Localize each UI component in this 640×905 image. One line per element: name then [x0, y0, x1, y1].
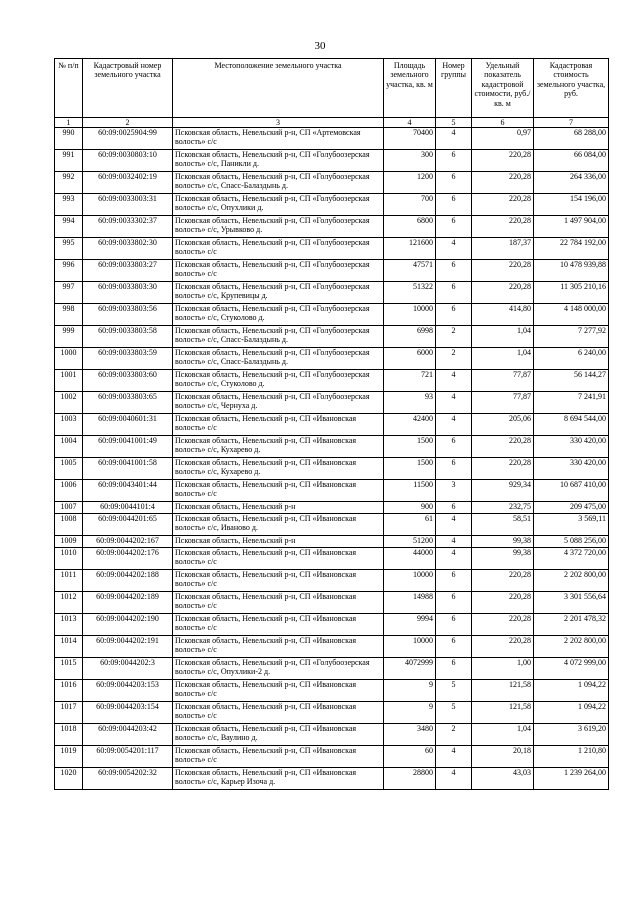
location: Псковская область, Невельский р-н, СП «Ивановская волость» с/с [173, 414, 384, 436]
table-row [55, 514, 609, 536]
location: Псковская область, Невельский р-н, СП «Ивановская волость» с/с [173, 570, 384, 592]
unit-value: 232,75 [472, 502, 534, 514]
column-number: 3 [173, 118, 384, 128]
table-row [55, 768, 609, 790]
row-number: 1017 [55, 702, 83, 724]
page-number: 30 [314, 40, 326, 52]
cadastral-cost: 10 478 939,88 [534, 260, 609, 282]
area: 93 [384, 392, 436, 414]
cadastral-number: 60:09:0030803:10 [83, 150, 173, 172]
cadastral-cost: 6 240,00 [534, 348, 609, 370]
cadastral-number: 60:09:0033803:30 [83, 282, 173, 304]
location: Псковская область, Невельский р-н, СП «Голубоозерская волость» с/с, Чернуха д. [173, 392, 384, 414]
area: 9994 [384, 614, 436, 636]
cadastral-cost: 2 202 800,00 [534, 636, 609, 658]
column-number: 5 [436, 118, 472, 128]
table-row [55, 348, 609, 370]
column-number: 1 [55, 118, 83, 128]
cadastral-cost: 4 072 999,00 [534, 658, 609, 680]
group-number: 6 [436, 282, 472, 304]
location: Псковская область, Невельский р-н, СП «Ивановская волость» с/с [173, 746, 384, 768]
row-number: 1008 [55, 514, 83, 536]
unit-value: 1,04 [472, 326, 534, 348]
table-row [55, 238, 609, 260]
location: Псковская область, Невельский р-н, СП «Голубоозерская волость» с/с, Стуколово д. [173, 370, 384, 392]
cadastral-number: 60:09:0032402:19 [83, 172, 173, 194]
unit-value: 187,37 [472, 238, 534, 260]
unit-value: 205,06 [472, 414, 534, 436]
location: Псковская область, Невельский р-н, СП «Ивановская волость» с/с, Кухарево д. [173, 458, 384, 480]
table-row [55, 216, 609, 238]
group-number: 6 [436, 172, 472, 194]
table-row [55, 536, 609, 548]
table-row [55, 592, 609, 614]
row-number: 1016 [55, 680, 83, 702]
table-body [55, 128, 609, 790]
cadastral-cost: 3 569,11 [534, 514, 609, 536]
area: 11500 [384, 480, 436, 502]
table-row [55, 502, 609, 514]
row-number: 991 [55, 150, 83, 172]
cadastral-cost: 3 301 556,64 [534, 592, 609, 614]
header-area: Площадь земельного участка, кв. м [384, 59, 436, 118]
area: 60 [384, 746, 436, 768]
area: 1200 [384, 172, 436, 194]
group-number: 6 [436, 570, 472, 592]
area: 3480 [384, 724, 436, 746]
area: 9 [384, 680, 436, 702]
area: 9 [384, 702, 436, 724]
row-number: 1009 [55, 536, 83, 548]
area: 28800 [384, 768, 436, 790]
cadastral-number: 60:09:0040601:31 [83, 414, 173, 436]
row-number: 1002 [55, 392, 83, 414]
cadastral-cost: 3 619,20 [534, 724, 609, 746]
cadastral-cost: 1 497 904,00 [534, 216, 609, 238]
unit-value: 220,28 [472, 150, 534, 172]
cadastral-number: 60:09:0041001:58 [83, 458, 173, 480]
table-row [55, 548, 609, 570]
cadastral-cost: 1 094,22 [534, 680, 609, 702]
cadastral-cost: 1 094,22 [534, 702, 609, 724]
header-cadastral-number: Кадастровый номер земельного участка [83, 59, 173, 118]
cadastral-number: 60:09:0033803:59 [83, 348, 173, 370]
area: 700 [384, 194, 436, 216]
unit-value: 1,04 [472, 724, 534, 746]
cadastral-number: 60:09:0033803:60 [83, 370, 173, 392]
group-number: 6 [436, 658, 472, 680]
table-header-row [55, 59, 609, 118]
row-number: 1014 [55, 636, 83, 658]
location: Псковская область, Невельский р-н, СП «Голубоозерская волость» с/с, Паникли д. [173, 150, 384, 172]
cadastral-number: 60:09:0044101:4 [83, 502, 173, 514]
group-number: 3 [436, 480, 472, 502]
unit-value: 43,03 [472, 768, 534, 790]
unit-value: 220,28 [472, 592, 534, 614]
row-number: 992 [55, 172, 83, 194]
cadastral-number: 60:09:0044202:176 [83, 548, 173, 570]
cadastral-number: 60:09:0033803:65 [83, 392, 173, 414]
location: Псковская область, Невельский р-н, СП «Ивановская волость» с/с [173, 480, 384, 502]
unit-value: 99,38 [472, 536, 534, 548]
cadastral-cost: 11 305 210,16 [534, 282, 609, 304]
unit-value: 220,28 [472, 260, 534, 282]
unit-value: 220,28 [472, 636, 534, 658]
location: Псковская область, Невельский р-н, СП «Голубоозерская волость» с/с, Урывково д. [173, 216, 384, 238]
area: 14988 [384, 592, 436, 614]
unit-value: 414,80 [472, 304, 534, 326]
table-row [55, 128, 609, 150]
location: Псковская область, Невельский р-н, СП «Голубоозерская волость» с/с, Опухлики-2 д. [173, 658, 384, 680]
row-number: 1001 [55, 370, 83, 392]
location: Псковская область, Невельский р-н, СП «Голубоозерская волость» с/с, Опухлики д. [173, 194, 384, 216]
cadastral-cost: 56 144,27 [534, 370, 609, 392]
table-row [55, 680, 609, 702]
group-number: 6 [436, 502, 472, 514]
cadastral-number: 60:09:0054202:32 [83, 768, 173, 790]
row-number: 997 [55, 282, 83, 304]
location: Псковская область, Невельский р-н, СП «Артемовская волость» с/с [173, 128, 384, 150]
location: Псковская область, Невельский р-н, СП «Ивановская волость» с/с, Кухарево д. [173, 436, 384, 458]
group-number: 6 [436, 458, 472, 480]
cadastral-cost: 68 288,00 [534, 128, 609, 150]
column-number: 4 [384, 118, 436, 128]
location: Псковская область, Невельский р-н [173, 536, 384, 548]
header-location: Местоположение земельного участка [173, 59, 384, 118]
cadastral-number: 60:09:0044202:3 [83, 658, 173, 680]
cadastral-number: 60:09:0043401:44 [83, 480, 173, 502]
table-row [55, 370, 609, 392]
unit-value: 220,28 [472, 172, 534, 194]
cadastral-cost: 5 088 256,00 [534, 536, 609, 548]
table-row [55, 282, 609, 304]
group-number: 6 [436, 150, 472, 172]
group-number: 4 [436, 392, 472, 414]
table-row [55, 392, 609, 414]
row-number: 1005 [55, 458, 83, 480]
row-number: 999 [55, 326, 83, 348]
location: Псковская область, Невельский р-н, СП «Голубоозерская волость» с/с [173, 238, 384, 260]
cadastral-number: 60:09:0033803:27 [83, 260, 173, 282]
area: 51322 [384, 282, 436, 304]
header-unit-value: Удельный показатель кадастровой стоимости, руб./кв. м [472, 59, 534, 118]
unit-value: 99,38 [472, 548, 534, 570]
unit-value: 58,51 [472, 514, 534, 536]
row-number: 1015 [55, 658, 83, 680]
table-row [55, 480, 609, 502]
cadastral-cost: 66 084,00 [534, 150, 609, 172]
unit-value: 77,87 [472, 370, 534, 392]
location: Псковская область, Невельский р-н, СП «Голубоозерская волость» с/с, Стуколово д. [173, 304, 384, 326]
location: Псковская область, Невельский р-н, СП «Ивановская волость» с/с [173, 636, 384, 658]
unit-value: 220,28 [472, 458, 534, 480]
cadastral-cost: 1 239 264,00 [534, 768, 609, 790]
cadastral-number: 60:09:0033803:58 [83, 326, 173, 348]
row-number: 1020 [55, 768, 83, 790]
cadastral-number: 60:09:0044203:153 [83, 680, 173, 702]
cadastral-cost: 2 201 478,32 [534, 614, 609, 636]
group-number: 6 [436, 216, 472, 238]
row-number: 998 [55, 304, 83, 326]
location: Псковская область, Невельский р-н, СП «Ивановская волость» с/с [173, 680, 384, 702]
cadastral-number: 60:09:0044202:167 [83, 536, 173, 548]
column-number: 6 [472, 118, 534, 128]
cadastral-number: 60:09:0033802:30 [83, 238, 173, 260]
group-number: 5 [436, 702, 472, 724]
row-number: 993 [55, 194, 83, 216]
cadastral-number: 60:09:0054201:117 [83, 746, 173, 768]
table-row [55, 614, 609, 636]
row-number: 990 [55, 128, 83, 150]
group-number: 6 [436, 592, 472, 614]
cadastral-table [54, 58, 609, 790]
group-number: 4 [436, 128, 472, 150]
unit-value: 121,58 [472, 702, 534, 724]
cadastral-number: 60:09:0044203:42 [83, 724, 173, 746]
group-number: 6 [436, 636, 472, 658]
unit-value: 220,28 [472, 436, 534, 458]
cadastral-cost: 8 694 544,00 [534, 414, 609, 436]
location: Псковская область, Невельский р-н, СП «Голубоозерская волость» с/с, Спасс-Балаздынь д. [173, 326, 384, 348]
area: 61 [384, 514, 436, 536]
location: Псковская область, Невельский р-н, СП «Ивановская волость» с/с, Карьер Изоча д. [173, 768, 384, 790]
row-number: 1013 [55, 614, 83, 636]
area: 47571 [384, 260, 436, 282]
unit-value: 77,87 [472, 392, 534, 414]
area: 70400 [384, 128, 436, 150]
location: Псковская область, Невельский р-н, СП «Ивановская волость» с/с [173, 592, 384, 614]
group-number: 2 [436, 724, 472, 746]
cadastral-number: 60:09:0044203:154 [83, 702, 173, 724]
area: 900 [384, 502, 436, 514]
row-number: 1011 [55, 570, 83, 592]
group-number: 6 [436, 194, 472, 216]
group-number: 4 [436, 514, 472, 536]
row-number: 1000 [55, 348, 83, 370]
header-cadastral-cost: Кадастровая стоимость земельного участка, руб. [534, 59, 609, 118]
row-number: 1012 [55, 592, 83, 614]
header-group: Номер группы [436, 59, 472, 118]
unit-value: 0,97 [472, 128, 534, 150]
cadastral-cost: 22 784 192,00 [534, 238, 609, 260]
row-number: 1006 [55, 480, 83, 502]
cadastral-cost: 264 336,00 [534, 172, 609, 194]
unit-value: 220,28 [472, 614, 534, 636]
group-number: 5 [436, 680, 472, 702]
group-number: 4 [436, 746, 472, 768]
group-number: 6 [436, 260, 472, 282]
cadastral-number: 60:09:0044202:191 [83, 636, 173, 658]
row-number: 996 [55, 260, 83, 282]
location: Псковская область, Невельский р-н, СП «Голубоозерская волость» с/с, Спасс-Балаздынь д. [173, 172, 384, 194]
group-number: 4 [436, 768, 472, 790]
unit-value: 220,28 [472, 570, 534, 592]
area: 4072999 [384, 658, 436, 680]
cadastral-cost: 4 148 000,00 [534, 304, 609, 326]
row-number: 1004 [55, 436, 83, 458]
group-number: 4 [436, 414, 472, 436]
table-row [55, 724, 609, 746]
table-row [55, 150, 609, 172]
group-number: 4 [436, 548, 472, 570]
area: 1500 [384, 458, 436, 480]
cadastral-cost: 4 372 720,00 [534, 548, 609, 570]
area: 300 [384, 150, 436, 172]
location: Псковская область, Невельский р-н [173, 502, 384, 514]
group-number: 6 [436, 614, 472, 636]
location: Псковская область, Невельский р-н, СП «Голубоозерская волость» с/с [173, 260, 384, 282]
area: 51200 [384, 536, 436, 548]
area: 10000 [384, 570, 436, 592]
cadastral-number: 60:09:0033803:56 [83, 304, 173, 326]
row-number: 995 [55, 238, 83, 260]
group-number: 4 [436, 238, 472, 260]
location: Псковская область, Невельский р-н, СП «Ивановская волость» с/с, Иваново д. [173, 514, 384, 536]
location: Псковская область, Невельский р-н, СП «Голубоозерская волость» с/с, Крупевицы д. [173, 282, 384, 304]
cadastral-cost: 7 277,92 [534, 326, 609, 348]
cadastral-number: 60:09:0044202:190 [83, 614, 173, 636]
area: 6800 [384, 216, 436, 238]
cadastral-cost: 154 196,00 [534, 194, 609, 216]
group-number: 4 [436, 536, 472, 548]
unit-value: 220,28 [472, 216, 534, 238]
unit-value: 220,28 [472, 282, 534, 304]
unit-value: 20,18 [472, 746, 534, 768]
table-row [55, 326, 609, 348]
column-number: 2 [83, 118, 173, 128]
row-number: 1018 [55, 724, 83, 746]
group-number: 6 [436, 436, 472, 458]
location: Псковская область, Невельский р-н, СП «Ивановская волость» с/с, Ваулино д. [173, 724, 384, 746]
table-row [55, 636, 609, 658]
location: Псковская область, Невельский р-н, СП «Голубоозерская волость» с/с, Спасс-Балаздынь д. [173, 348, 384, 370]
location: Псковская область, Невельский р-н, СП «Ивановская волость» с/с [173, 702, 384, 724]
row-number: 1019 [55, 746, 83, 768]
area: 10000 [384, 304, 436, 326]
table-row [55, 458, 609, 480]
area: 1500 [384, 436, 436, 458]
unit-value: 1,00 [472, 658, 534, 680]
group-number: 2 [436, 348, 472, 370]
area: 6998 [384, 326, 436, 348]
header-num: № п/п [55, 59, 83, 118]
cadastral-cost: 330 420,00 [534, 458, 609, 480]
cadastral-cost: 330 420,00 [534, 436, 609, 458]
table-row [55, 304, 609, 326]
cadastral-cost: 2 202 800,00 [534, 570, 609, 592]
table-row [55, 570, 609, 592]
area: 121600 [384, 238, 436, 260]
group-number: 2 [436, 326, 472, 348]
cadastral-number: 60:09:0033003:31 [83, 194, 173, 216]
location: Псковская область, Невельский р-н, СП «Ивановская волость» с/с [173, 614, 384, 636]
row-number: 1007 [55, 502, 83, 514]
table-row [55, 746, 609, 768]
cadastral-cost: 1 210,80 [534, 746, 609, 768]
location: Псковская область, Невельский р-н, СП «Ивановская волость» с/с [173, 548, 384, 570]
table-row [55, 172, 609, 194]
area: 6000 [384, 348, 436, 370]
table-row [55, 436, 609, 458]
cadastral-number: 60:09:0044202:188 [83, 570, 173, 592]
table-row [55, 702, 609, 724]
column-number: 7 [534, 118, 609, 128]
group-number: 4 [436, 370, 472, 392]
unit-value: 121,58 [472, 680, 534, 702]
cadastral-number: 60:09:0025904:99 [83, 128, 173, 150]
row-number: 1003 [55, 414, 83, 436]
unit-value: 929,34 [472, 480, 534, 502]
area: 42400 [384, 414, 436, 436]
table-row [55, 658, 609, 680]
table-row [55, 194, 609, 216]
unit-value: 1,04 [472, 348, 534, 370]
cadastral-number: 60:09:0044201:65 [83, 514, 173, 536]
cadastral-number: 60:09:0044202:189 [83, 592, 173, 614]
group-number: 6 [436, 304, 472, 326]
table-row [55, 260, 609, 282]
cadastral-cost: 10 687 410,00 [534, 480, 609, 502]
cadastral-number: 60:09:0033302:37 [83, 216, 173, 238]
row-number: 1010 [55, 548, 83, 570]
area: 721 [384, 370, 436, 392]
area: 44000 [384, 548, 436, 570]
row-number: 994 [55, 216, 83, 238]
cadastral-cost: 7 241,91 [534, 392, 609, 414]
cadastral-cost: 209 475,00 [534, 502, 609, 514]
unit-value: 220,28 [472, 194, 534, 216]
column-number-row [55, 118, 609, 128]
cadastral-number: 60:09:0041001:49 [83, 436, 173, 458]
table-row [55, 414, 609, 436]
area: 10000 [384, 636, 436, 658]
